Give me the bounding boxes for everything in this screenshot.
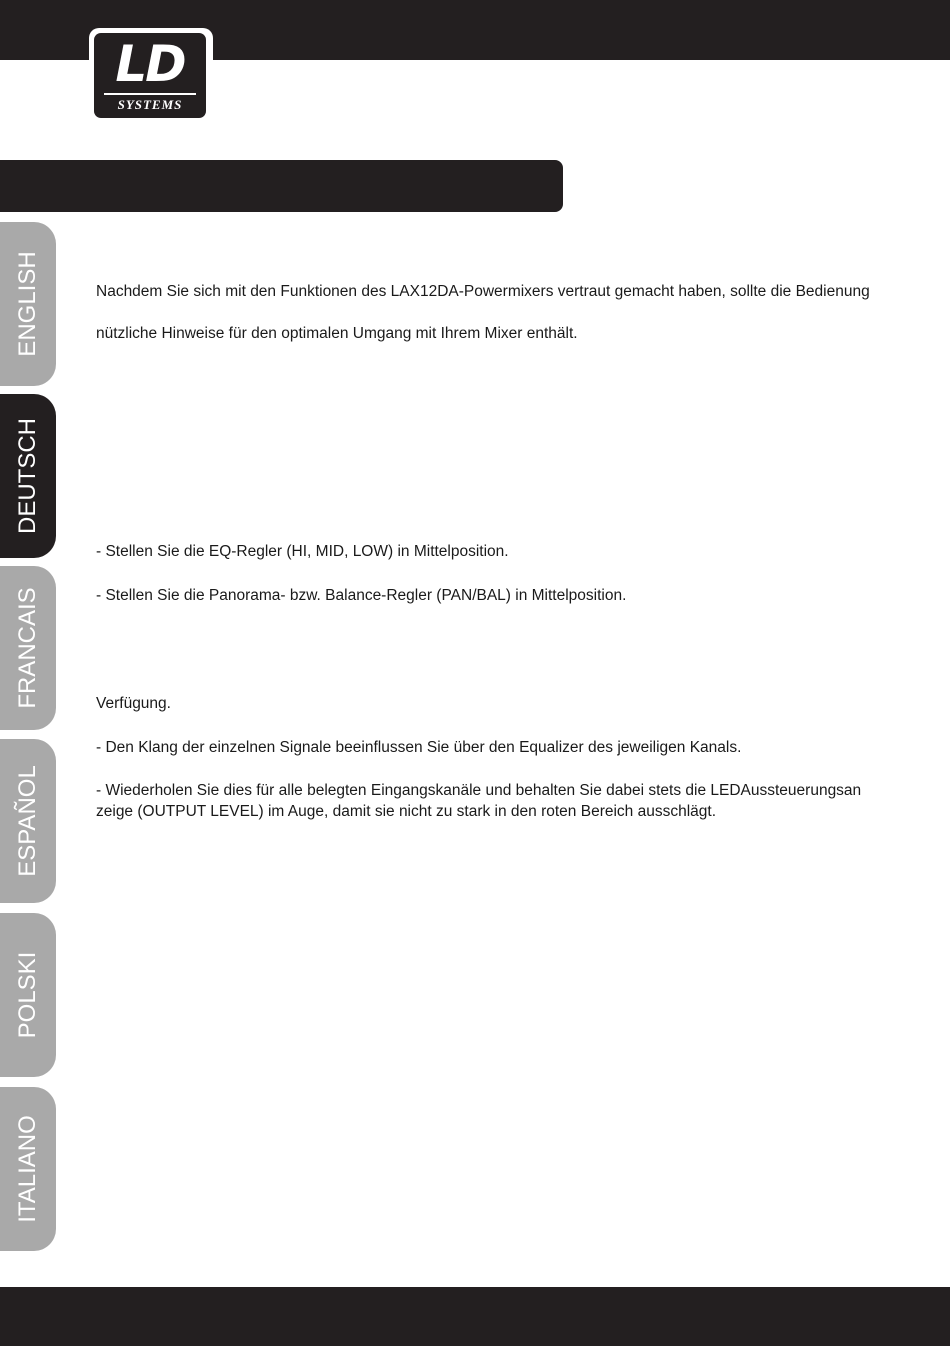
tab-francais[interactable]	[0, 566, 56, 730]
logo-divider	[104, 93, 196, 95]
section-title-bar	[0, 160, 563, 212]
footer-bar	[0, 1287, 950, 1346]
tab-espanol[interactable]	[0, 739, 56, 903]
tab-polski-label: POLSKI	[14, 951, 41, 1039]
tab-deutsch-label: DEUTSCH	[14, 417, 41, 535]
intro-line-2: nützliche Hinweise für den optimalen Umgang mit Ihrem Mixer enthält.	[96, 325, 578, 342]
tab-polski[interactable]	[0, 913, 56, 1077]
logo-ld-text: LD	[115, 35, 185, 93]
tab-italiano[interactable]	[0, 1087, 56, 1251]
tab-francais-label: FRANCAIS	[14, 587, 41, 709]
step-repeat-line-1: - Wiederholen Sie dies für alle belegten Eingangskanäle und behalten Sie dabei stets die LEDAussteuerungsan	[96, 782, 862, 799]
tab-deutsch[interactable]	[0, 394, 56, 558]
step-repeat-line-2: zeige (OUTPUT LEVEL) im Auge, damit sie nicht zu stark in den roten Bereich ausschlägt.	[96, 803, 716, 820]
step-eq: - Stellen Sie die EQ-Regler (HI, MID, LOW) in Mittelposition.	[96, 543, 509, 560]
tab-english[interactable]	[0, 222, 56, 386]
step-klang: - Den Klang der einzelnen Signale beeinflussen Sie über den Equalizer des jeweiligen Kanals.	[96, 739, 742, 756]
tab-espanol-label: ESPAÑOL	[14, 765, 41, 877]
ld-systems-logo	[89, 28, 213, 125]
tab-italiano-label: ITALIANO	[14, 1115, 41, 1223]
logo-systems-text: SYSTEMS	[117, 97, 183, 112]
logo-badge	[94, 33, 206, 118]
tab-english-label: ENGLISH	[14, 251, 41, 357]
intro-line-1: Nachdem Sie sich mit den Funktionen des LAX12DA-Powermixers vertraut gemacht haben, sollte die Bedienung	[96, 283, 870, 300]
verfuegung-text: Verfügung.	[96, 695, 171, 712]
step-pan: - Stellen Sie die Panorama- bzw. Balance-Regler (PAN/BAL) in Mittelposition.	[96, 587, 627, 604]
